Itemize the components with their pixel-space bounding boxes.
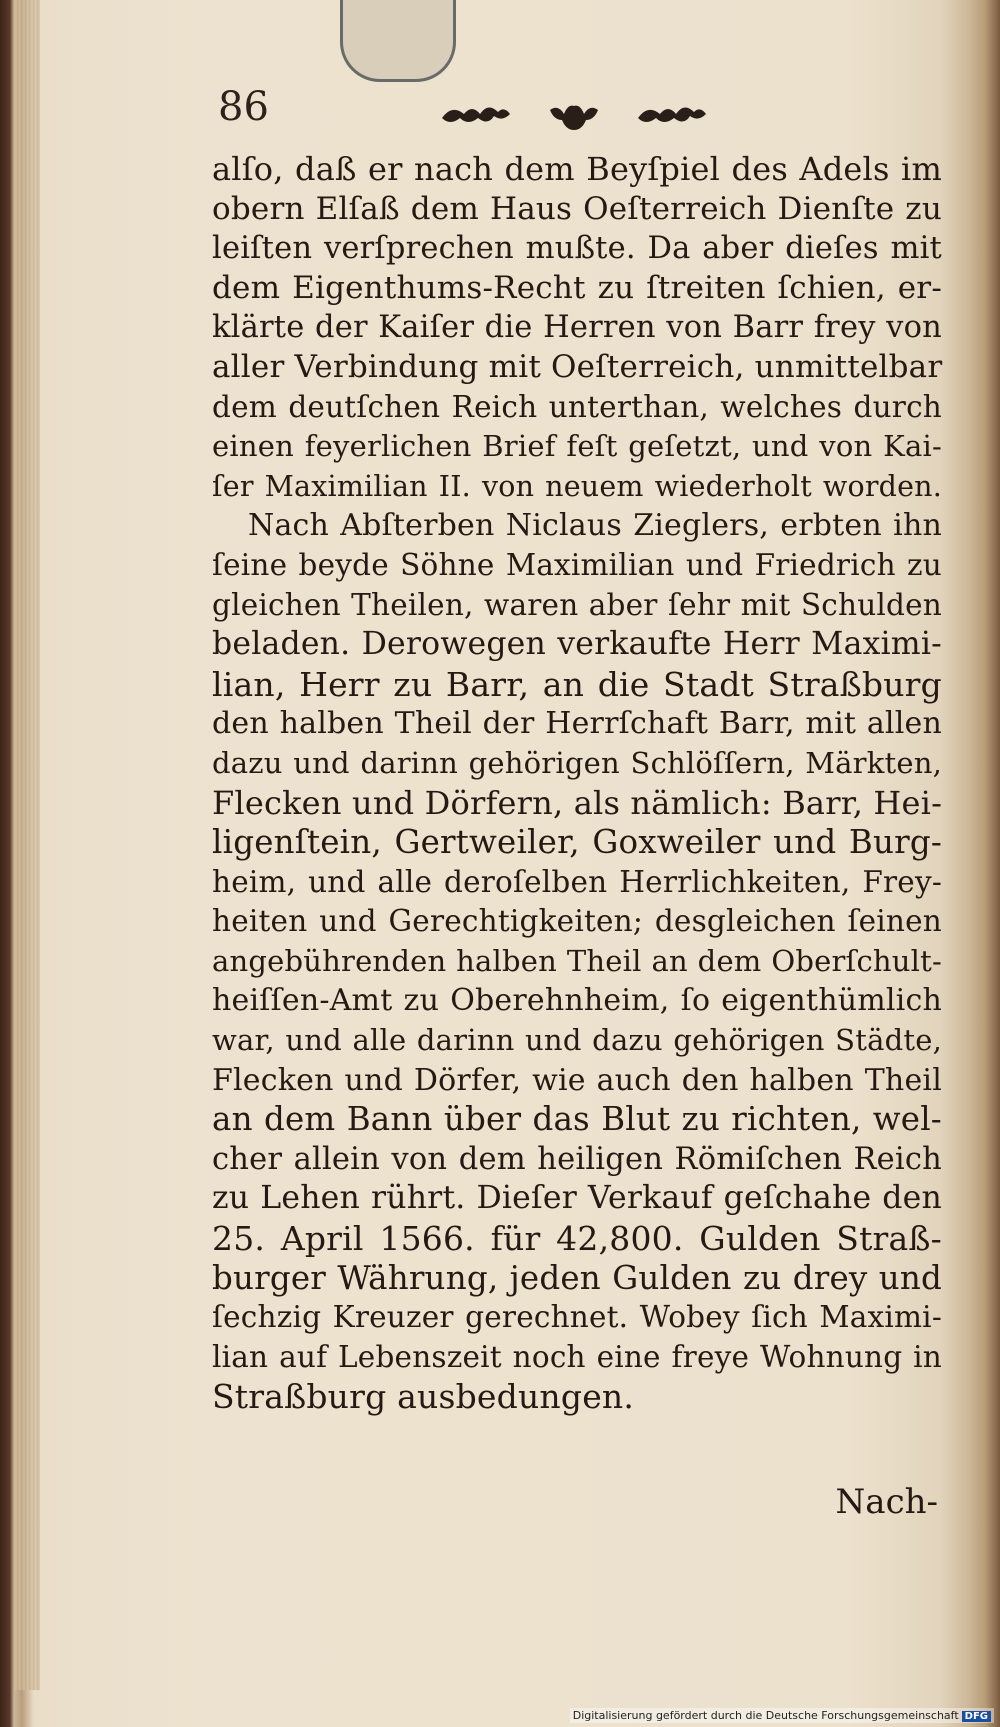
- text-line: ſeine beyde Söhne Maximilian und Friedrich zu: [212, 547, 942, 582]
- text-line: klärte der Kaiſer die Herren von Barr frey von: [212, 310, 942, 346]
- text-line: burger Währung, jeden Gulden zu drey und: [212, 1258, 942, 1297]
- text-line: dazu und darinn gehörigen Schlöſſern, Märkten,: [212, 745, 942, 780]
- page-clip: [340, 0, 456, 82]
- text-line: Flecken und Dörfern, als nämlich: Barr, Hei-: [212, 783, 943, 822]
- text-line: beladen. Derowegen verkaufte Herr Maximi-: [212, 626, 942, 663]
- text-line: leiſten verſprechen mußte. Da aber dieſes mit: [212, 231, 942, 267]
- text-line: zu Lehen rührt. Dieſer Verkauf geſchahe den: [212, 1180, 942, 1217]
- header-ornament-icon: [440, 96, 730, 136]
- catchword: Nach-: [835, 1482, 938, 1522]
- text-line: Nach Abſterben Niclaus Zieglers, erbten ihn: [248, 508, 942, 544]
- text-line: Flecken und Dörfer, wie auch den halben Theil: [212, 1062, 942, 1098]
- text-line: angebührenden halben Theil an dem Oberſchult-: [212, 943, 942, 978]
- page-number: 86: [218, 84, 269, 130]
- text-line: an dem Bann über das Blut zu richten, wel-: [212, 1100, 942, 1139]
- dfg-logo: DFG: [962, 1711, 991, 1722]
- text-line: den halben Theil der Herrſchaft Barr, mit allen: [212, 706, 942, 742]
- book-page-edges: [14, 0, 40, 1690]
- text-line: obern Elſaß dem Haus Oeſterreich Dienſte zu: [212, 190, 942, 227]
- text-line: gleichen Theilen, waren aber ſehr mit Schulden: [212, 587, 942, 622]
- text-line: dem Eigenthums-Recht zu ſtreiten ſchien, er-: [212, 269, 942, 306]
- text-line: lian auf Lebenszeit noch eine freye Wohnung in: [212, 1339, 942, 1374]
- text-line: einen feyerlichen Brief feſt geſetzt, und von Kai-: [212, 429, 942, 464]
- body-text: [212, 150, 942, 1417]
- digitization-credit: [570, 1708, 994, 1723]
- text-line: war, und alle darinn und dazu gehörigen Städte,: [212, 1023, 942, 1058]
- text-line: 25. April 1566. für 42,800. Gulden Straß-: [212, 1219, 942, 1259]
- text-line: dem deutſchen Reich unterthan, welches durch: [212, 389, 942, 424]
- text-line: heiten und Gerechtigkeiten; desgleichen ſeinen: [212, 904, 942, 939]
- text-line: lian, Herr zu Barr, an die Stadt Straßburg: [212, 664, 942, 704]
- text-line: cher allein von dem heiligen Römiſchen Reich: [212, 1141, 942, 1177]
- text-line: ſechzig Kreuzer gerechnet. Wobey ſich Maximi-: [212, 1300, 942, 1335]
- text-line: ligenſtein, Gertweiler, Goxweiler und Burg-: [212, 823, 942, 862]
- text-line: aller Verbindung mit Oeſterreich, unmittelbar: [212, 348, 943, 385]
- text-line: ſer Maximilian II. von neuem wiederholt worden.: [212, 469, 942, 503]
- text-line: heiſſen-Amt zu Oberehnheim, ſo eigenthümlich: [212, 983, 942, 1019]
- text-line: heim, und alle deroſelben Herrlichkeiten, Frey-: [212, 864, 942, 899]
- text-line: alſo, daß er nach dem Beyſpiel des Adels im: [212, 150, 942, 188]
- credit-text: Digitalisierung gefördert durch die Deutsche Forschungsgemeinschaft: [572, 1709, 959, 1722]
- text-line-last: Straßburg ausbedungen.: [212, 1377, 635, 1417]
